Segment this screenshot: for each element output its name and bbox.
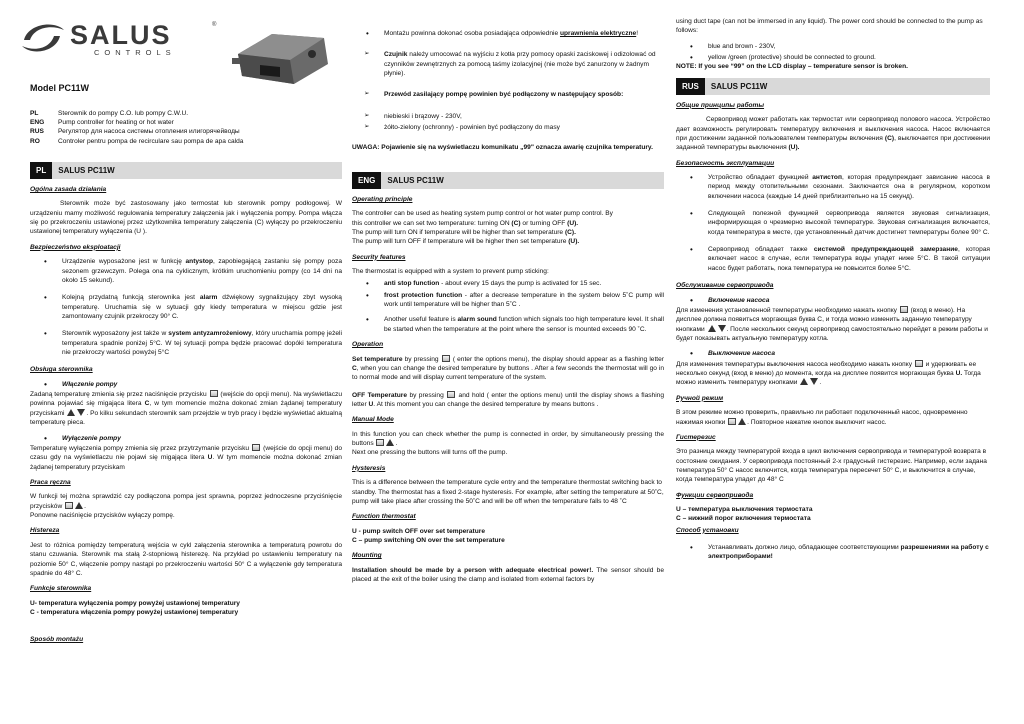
paragraph: The thermostat is equipped with a system to prevent pump sticking: (352, 268, 549, 276)
paragraph: В этом режиме можно проверить, правильно ли работает подключенный насос, одновременно нажимая кнопки . Повторное нажатие кнопок выключит насос. (676, 409, 968, 426)
list-item: • frost protection function - after a decrease temperature in the system below 5˚C pump will work until temperature will be higher than 5˚C . (352, 291, 664, 310)
section-title: SALUS PC11W (710, 81, 768, 91)
paragraph: Sterownik może być zastosowany jako termostat lub sterownik pompy podłogowej. W urządzeniu mamy możliwość regulowania temperatury załączenia jak i wyłączenia pompy. Pompa włącza się po przekroczeniu ustawionej przez użytkownika temperatury załączenia (C) wyłączy po przekroczeniu ustawionej temperatury wyłączenia (U ). (30, 200, 342, 236)
list-item: • anti stop function - about every 15 days the pump is activated for 15 sec. (352, 279, 664, 288)
wire-list (676, 42, 990, 63)
menu-key-icon (252, 444, 260, 451)
arrow-up-icon (708, 325, 716, 332)
section-code: PL (30, 162, 52, 179)
bullet-list (30, 380, 342, 389)
arrow-down-icon (810, 378, 818, 385)
list-item: • Montażu powinna dokonać osoba posiadająca odpowiednie uprawnienia elektryczne! (352, 29, 664, 38)
subheading: Operation (352, 341, 384, 349)
lang-row-pl (30, 109, 342, 118)
lang-code: RO (30, 137, 40, 145)
subheading: Общие принципы работы (676, 101, 765, 109)
salus-logo-icon (20, 14, 220, 60)
arrow-down-icon (718, 325, 726, 332)
lang-row-ro (30, 137, 342, 146)
column-pl (30, 162, 342, 650)
paragraph: Temperaturę wyłączenia pompy zmienia się przez przytrzymanie przycisku (wejście do opcji menu) do czasu gdy na wyświetlaczu nie pojawi się migająca litera U. W tym momencie można dokonać zmian żądanej temperatury przyciskam (30, 444, 342, 471)
list-item: • Sterownik wyposażony jest także w system antyzamrożeniowy, który uruchamia pompę jeżeli temperatura spadnie poniżej 5°C. W tej sytuacji pompa będzie pracować dopóki temperatura nie przekroczy wartości powyżej 5°C (30, 329, 342, 357)
bullet-list (676, 349, 990, 358)
lang-row-rus (30, 127, 342, 136)
paragraph: Installation should be made by a person with adequate electrical power!. The sensor should be placed at the exit of the boiler using the clamp and isolated from external factors by (352, 566, 664, 584)
paragraph: Set temperature by pressing ( enter the options menu), the display should appear as a flashing letter C, when you can change the desired temperature by buttons . After a few seconds the thermostat will go in to normal mode and will display current temperature of the system. (352, 355, 664, 382)
list-item: • blue and brown - 230V, (676, 42, 990, 51)
lang-code: RUS (30, 128, 44, 136)
list-item: ➢ Przewód zasilający pompę powinien być podłączony w następujący sposób: (352, 90, 664, 99)
subheading: Sposób montażu (30, 636, 84, 644)
subheading: Ogólna zasada działania (30, 186, 107, 193)
list-item: • Устройство обладает функцией антистоп, которая предупреждает зависание насоса в период между отопительными сезонами. Заключается она в регулярном, коротком включении насоса (каждые 14 дней приблизительно на 15 секунд). (676, 173, 990, 201)
menu-key-icon (442, 355, 450, 362)
warning-text: UWAGA: Pojawienie się na wyświetlaczu komunikatu „99" oznacza awarię czujnika temperatury. (352, 143, 653, 151)
list-item: • Устанавливать должно лицо, обладающее соответствующими разрешениями на работу с электроприборами! (676, 543, 990, 562)
paragraph: The controller can be used as heating system pump control or hot water pump control. By (352, 210, 613, 218)
bullet-list (676, 173, 990, 273)
brand-name: SALUS (70, 20, 172, 50)
subheading: Function thermostat (352, 513, 416, 521)
bullet-list (352, 279, 664, 334)
paragraph: OFF Temperature by pressing and hold ( enter the options menu) until the display shows a flashing letter U. At this moment you can change the desired temperature by means buttons . (352, 391, 664, 408)
function-line: U- temperatura wyłączenia pompy powyżej ustawionej temperatury (30, 599, 240, 607)
list-item: • Another useful feature is alarm sound function which signals too high temperature level. It shall be started when the temperature at the point where the sensor is mounted exceeds 90 ˚C. (352, 315, 664, 334)
list-item: • Kolejną przydatną funkcją sterownika jest alarm dźwiękowy sygnalizujący zbyt wysoką temperaturę. Uruchamia się w sytuacji gdy kiedy temperatura w miejscu gdzie jest zamontowany czujnik przekroczy 90° C. (30, 293, 342, 321)
bullet-list (676, 543, 990, 562)
paragraph: Jest to różnica pomiędzy temperaturą wejścia w cykl załączenia sterownika a temperaturą powrotu do stanu czuwania. Sterownik ma stałą 2-stopniową histerezę. Na przykład po ustawieniu temperatury na poziomie 50° C, włączenie pompy nastąpi po przekroczeniu wartości 50° C a wyłączenie gdy temperatura spadnie do 48° C. (30, 541, 342, 577)
arrow-down-icon (77, 409, 85, 416)
menu-key-icon (915, 360, 923, 367)
menu-key-icon (447, 391, 455, 398)
column-right (676, 17, 990, 570)
paragraph: W funkcji tej można sprawdzić czy podłączona pompa jest sprawna, poprzez jednoczesne przyciśnięcie przycisków . (30, 493, 342, 510)
lang-code: ENG (30, 119, 45, 127)
section-code: RUS (676, 78, 705, 95)
subheading: Способ установки (676, 526, 739, 534)
lang-text: Controler pentru pompa de recirculare sau pompa de apa calda (58, 137, 244, 145)
paragraph: Это разница между температурой входа в цикл включения сервопривода и температурой возврата в состояние ожидания. У сервопривода постоянный 2-х градусный гистерезис. Например, если задана температура 50° С насос включится, когда температура пересечет 50° С, и выключится в случае, когда температура упадет до 48° С (676, 448, 987, 484)
section-header-eng (352, 172, 664, 189)
list-item: • Urządzenie wyposażone jest w funkcję antystop, zapobiegającą zastaniu się pompy poza sezonem grzewczym. Polega ona na cyklicznym, krótkim uruchomieniu pompy (co 14 dni na około 15 sekund). (30, 257, 342, 285)
paragraph: using duct tape (can not be immersed in any liquid). The power cord should be connected to the pump as follows: (676, 18, 983, 35)
list-item: ➢ żółto-zielony (ochronny) - powinien być podłączony do masy (352, 123, 664, 132)
bullet-list (30, 257, 342, 357)
note-text: NOTE: If you see “99” on the LCD display – temperature sensor is broken. (676, 63, 908, 71)
device-image-icon (232, 24, 332, 88)
list-item: ➢ Czujnik należy umocować na wyjściu z kotła przy pomocy opaski zaciskowej i odizolować od czynników zewnętrznych za pomocą taśmy izolacyjnej (nie może być zanurzony w żadnym płynie). (352, 50, 664, 78)
subheading: Praca ręczna (30, 478, 71, 486)
menu-key-icon (65, 502, 73, 509)
bullet-list (352, 29, 664, 100)
arrow-up-icon (75, 502, 83, 509)
section-header-rus (676, 78, 990, 95)
paragraph: this controller we can set two temperature: turning ON (C) or turning OFF (U). (352, 219, 579, 227)
function-line: С – нижний порог включения термостата (676, 515, 811, 523)
bullet-list (676, 296, 990, 305)
bullet-list (30, 434, 342, 443)
lang-code: PL (30, 109, 39, 117)
subheading: Obsługa sterownika (30, 366, 93, 374)
list-item: • yellow /green (protective) should be connected to ground. (676, 53, 990, 62)
brand-reg: ® (212, 22, 217, 28)
intro-block (30, 82, 342, 146)
arrow-up-icon (738, 418, 746, 425)
menu-key-icon (210, 390, 218, 397)
subheading: Funkcje sterownika (30, 585, 92, 593)
paragraph: Zadaną temperaturę zmienia się przez naciśnięcie przycisku (wejście do opcji menu). Na wyświetlaczu powinna pojawiać się migająca litera C, w tym momencie można dokonać zmian żądanej temperatury przyciskami . Po kilku sekundach sterownik sam przejdzie w tryb pracy i będzie wyświetlać aktualną temperaturę pieca. (30, 391, 342, 427)
subheading: Histereza (30, 527, 60, 535)
column-middle (352, 29, 664, 587)
subheading: Гистерезис (676, 433, 716, 441)
subheading: Безопасность эксплуатации (676, 159, 775, 167)
function-line: C - temperatura włączenia pompy powyżej ustawionej temperatury (30, 608, 239, 616)
function-line: U – температура выключения термостата (676, 506, 813, 514)
arrow-up-icon (67, 409, 75, 416)
section-code: ENG (352, 172, 381, 189)
subheading: Функции сервопривода (676, 491, 754, 499)
menu-key-icon (376, 439, 384, 446)
subheading: Operating principle (352, 195, 413, 203)
function-line: U - pump switch OFF over set temperature (352, 527, 485, 535)
subheading: Обслуживание сервопривода (676, 282, 774, 290)
paragraph: Сервопривод может работать как термостат или сервопривод полового насоса. Устройство дает возможность регулировать температуру включения и выключения насоса. Насос включается при достижении заданной пользователем температуры включения (С), выключается при достижении заданной температуры выключения (U). (676, 116, 991, 152)
arrow-up-icon (386, 439, 394, 446)
list-item: • Wyłączenie pompy (30, 434, 342, 443)
section-header-pl (30, 162, 342, 179)
list-item: • Włączenie pompy (30, 380, 342, 389)
subheading: Manual Mode (352, 416, 394, 424)
section-title: SALUS PC11W (58, 165, 115, 175)
section-title: SALUS PC11W (387, 175, 444, 185)
paragraph: The pump will turn OFF if temperature will be higher then set temperature (U). (352, 238, 580, 246)
paragraph: The pump will turn ON if temperature will be higher than set temperature (C). (352, 228, 576, 236)
paragraph: In this function you can check whether the pump is connected in order, by simultaneously pressing the buttons . (352, 430, 664, 448)
arrow-up-icon (800, 378, 808, 385)
subheading: Hysteresis (352, 464, 386, 472)
lang-row-eng (30, 118, 342, 127)
lang-text: Sterownik do pompy C.O. lub pompy C.W.U. (58, 109, 189, 117)
paragraph: Next one pressing the buttons will turns off the pump. (352, 449, 508, 457)
lang-text: Регулятор для насоса системы отопления илигорячейводы (58, 128, 240, 136)
paragraph: Ponowne naciśnięcie przycisków wyłączy pompę. (30, 512, 175, 520)
subheading: Ручной режим (676, 394, 724, 402)
lang-text: Pump controller for heating or hot water (58, 119, 174, 127)
list-item: • Включение насоса (676, 296, 990, 305)
list-item: • Сервопривод обладает также системой предупреждающей замерзание, которая включает насос в случае, если температура воды упадет ниже 5°С. В такой ситуации насос будет работать, пока температура не повысится более 5°С. (676, 245, 990, 273)
wire-list (352, 112, 664, 133)
function-line: C – pump switching ON over the set temperature (352, 536, 505, 544)
model-title: Model PC11W (30, 83, 90, 93)
menu-key-icon (900, 306, 908, 313)
paragraph: Для изменения установленной температуры необходимо нажать кнопку (вход в меню). На дисплее должна появиться моргающая буква С, и тогда можно изменить заданную температуру кнопками . После нескольких секунд сервопривод самостоятельно перейдет в режим работы и будет показывать актуальную температуру котла. (676, 306, 988, 342)
menu-key-icon (728, 418, 736, 425)
list-item: • Следующей полезной функцией сервопривода является звуковая сигнализация, информирующая о чрезмерно высокой температуре. Звуковая сигнализация включается, когда температура в месте, где установленный датчик достигнет температуры более 90° С. (676, 209, 990, 237)
subheading: Bezpieczeństwo eksploatacji (30, 243, 121, 251)
paragraph: Для изменения температуры выключения насоса необходимо нажать кнопку и удерживать ее несколько секунд (вход в меню) до момента, когда на дисплее появится моргающая буква U. Тогда можно изменить температуру кнопками . (676, 360, 981, 387)
subheading: Mounting (352, 552, 382, 560)
subheading: Security features (352, 253, 406, 261)
list-item: ➢ niebieski i brązowy - 230V, (352, 112, 664, 121)
paragraph: This is a difference between the temperature cycle entry and the temperature thermostat switching back to standby. The thermostat has a fixed 2-stage hysteresis. For example, after setting the temperature at 50˚C, pump will take place after crossing the 50˚C and will be off when the temperature falls to 48 ˚C (352, 479, 664, 505)
brand-sub: CONTROLS (94, 48, 176, 57)
list-item: • Выключение насоса (676, 349, 990, 358)
